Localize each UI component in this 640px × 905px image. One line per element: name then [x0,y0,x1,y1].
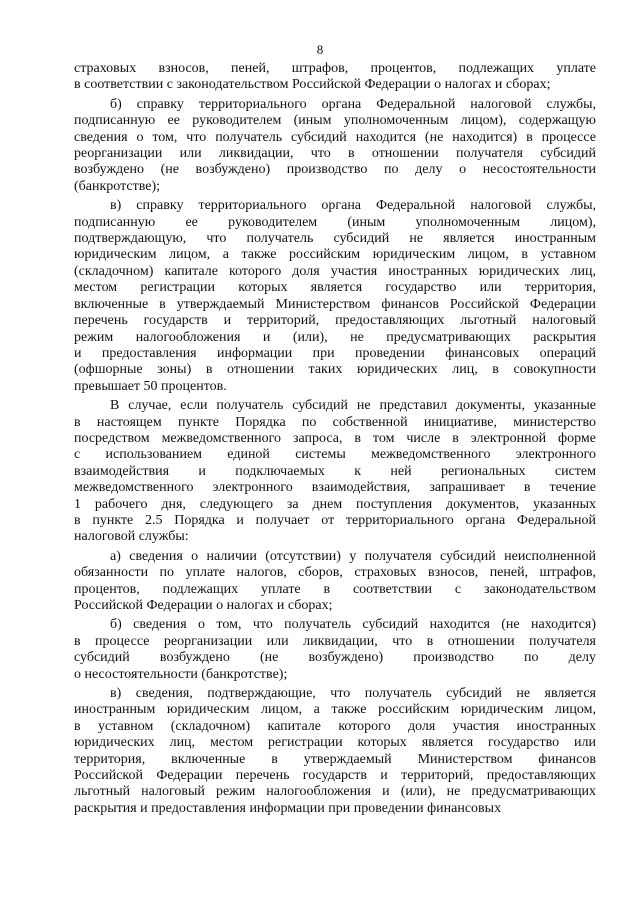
page-number: 8 [316,42,324,57]
text-line: льготный налоговый режим налогообложения и (или), не предусматривающих [74,784,596,800]
text-line: в пункте 2.5 Порядка и получает от территориального органа Федеральной [74,512,596,528]
text-line: (банкротстве); [74,178,161,194]
text-line: субсидий возбуждено (не возбуждено) производство по делу [74,650,596,666]
text-line: б) сведения о том, что получатель субсидий находится (не находится) [110,617,596,633]
text-line: иностранным юридическим лицом, а также российским юридическим лицом, [74,702,596,718]
text-line: в) справку территориального органа Федеральной налоговой службы, [110,198,596,214]
text-line: в) сведения, подтверждающие, что получатель субсидий не является [110,686,596,702]
text-line: (офшорные зоны) в отношении таких юридических лиц, в совокупности [74,362,596,378]
paragraph [74,198,596,395]
text-line: подписанную ее руководителем (иным уполномоченным лицом), [74,214,596,230]
text-line: б) справку территориального органа Федеральной налоговой службы, [110,96,596,112]
text-line: и предоставления информации при проведении финансовых операций [74,345,596,361]
text-line: реорганизации или ликвидации, что в отношении получателя субсидий [74,146,596,162]
document-body [74,61,596,820]
paragraph [74,549,596,615]
text-line: (складочном) капитале которого доля участия иностранных юридических лиц, [74,263,596,279]
text-line: В случае, если получатель субсидий не представил документы, указанные [110,398,596,414]
text-line: включенные в утверждаемый Министерством финансов Российской Федерации [74,296,596,312]
text-line: межведомственного электронного взаимодействия, запрашивает в течение [74,480,596,496]
text-line: местом регистрации которых является государство или территория, [74,280,596,296]
text-line: налоговой службы: [74,529,189,545]
text-line: страховых взносов, пеней, штрафов, процентов, подлежащих уплате [74,61,596,76]
text-line: раскрытия и предоставления информации при проведении финансовых [74,800,502,816]
text-line: в процессе реорганизации или ликвидации, что в отношении получателя [74,633,596,649]
text-line: процентов, подлежащих уплате в соответствии с законодательством [74,581,596,597]
text-line: территория, включенные в утверждаемый Министерством финансов [74,751,596,767]
text-line: о несостоятельности (банкротстве); [74,666,288,682]
text-line: превышает 50 процентов. [74,378,227,394]
text-line: перечень государств и территорий, предоставляющих льготный налоговый [74,313,596,329]
text-line: посредством межведомственного запроса, в том числе в электронной форме [74,430,596,446]
text-line: в соответствии с законодательством Российской Федерации о налогах и сборах; [74,77,551,93]
text-line: в настоящем пункте Порядка по собственной инициативе, министерство [74,414,596,430]
paragraph [74,97,596,195]
text-line: подтверждающую, что получатель субсидий не является иностранным [74,231,596,247]
paragraph [74,398,596,546]
text-line: подписанную ее руководителем (иным уполномоченным лицом), содержащую [74,113,596,129]
text-line: 1 рабочего дня, следующего за днем поступления документов, указанных [74,496,596,512]
text-line: сведения о том, что получатель субсидий находится (не находится) в процессе [74,129,596,145]
text-line: Российской Федерации перечень государств и территорий, предоставляющих [74,768,596,784]
paragraph [74,686,596,817]
text-line: режим налогообложения и (или), не предусматривающих раскрытия [74,329,596,345]
paragraph [74,61,596,94]
text-line: юридическим лицом, а также российским юридическим лицом, в уставном [74,247,596,263]
paragraph [74,617,596,683]
text-line: с использованием единой системы межведомственного электронного [74,447,596,463]
text-line: обязанности по уплате налогов, сборов, страховых взносов, пеней, штрафов, [74,565,596,581]
text-line: а) сведения о наличии (отсутствии) у получателя субсидий неисполненной [110,548,596,564]
text-line: Российской Федерации о налогах и сборах; [74,598,333,613]
text-line: в уставном (складочном) капитале которого доля участия иностранных [74,718,596,734]
text-line: взаимодействия и подключаемых к ней региональных систем [74,463,596,479]
text-line: возбуждено (не возбуждено) производство по делу о несостоятельности [74,162,596,178]
text-line: юридических лиц, местом регистрации которых является государство или [74,735,596,751]
